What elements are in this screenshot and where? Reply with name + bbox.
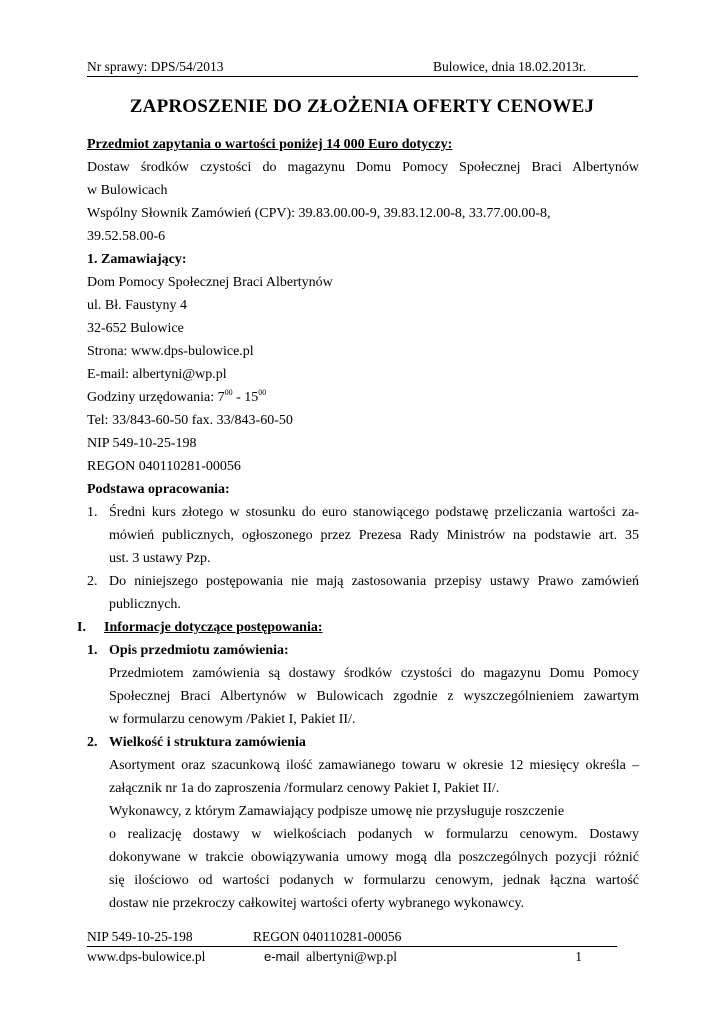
footer-nip: NIP 549-10-25-198 bbox=[87, 929, 193, 944]
subsection-title: Wielkość i struktura zamówienia bbox=[109, 735, 306, 750]
basis-item bbox=[87, 501, 639, 570]
footer-website: www.dps-bulowice.pl bbox=[87, 949, 206, 964]
subject-line: Dostaw środków czystości do magazynu Domu Pomocy Społecznej Braci Albertynów bbox=[87, 160, 639, 175]
subsection-heading bbox=[87, 731, 639, 754]
cpv-line: 39.52.58.00-6 bbox=[87, 229, 166, 244]
cpv-line: Wspólny Słownik Zamówień (CPV): 39.83.00.00-9, 39.83.12.00-8, 33.77.00.00-8, bbox=[87, 206, 551, 221]
contracting-website: Strona: www.dps-bulowice.pl bbox=[87, 344, 254, 359]
paragraph-line: dokonywane w trakcie obowiązywania umowy mogą dla poszczególnych pozycji różnić bbox=[109, 850, 639, 865]
subsection-body bbox=[87, 662, 639, 731]
hours-label: Godziny urzędowania: 7 bbox=[87, 390, 225, 405]
paragraph-line: o realizację dostawy w wielkościach podanych w formularzu cenowym. Dostawy bbox=[109, 827, 639, 842]
hours-sep: - 15 bbox=[232, 390, 259, 405]
contracting-phone: Tel: 33/843-60-50 fax. 33/843-60-50 bbox=[87, 413, 293, 428]
paragraph-line: dostaw nie przekroczy całkowitej wartości oferty wybranego wykonawcy. bbox=[109, 896, 525, 911]
hours-from-sup: 00 bbox=[224, 388, 233, 397]
contracting-name: Dom Pomocy Społecznej Braci Albertynów bbox=[87, 275, 333, 290]
section-title: Informacje dotyczące postępowania: bbox=[104, 620, 323, 635]
paragraph-line: w formularzu cenowym /Pakiet I, Pakiet II/. bbox=[109, 712, 356, 727]
basis-text: Do niniejszego postępowania nie mają zastosowania przepisy ustawy Prawo zamówień bbox=[109, 574, 639, 589]
office-hours bbox=[87, 386, 639, 409]
hours-to-sup: 00 bbox=[258, 388, 267, 397]
basis-text: ust. 3 ustawy Pzp. bbox=[109, 551, 211, 566]
basis-text: publicznych. bbox=[109, 597, 181, 612]
contracting-nip: NIP 549-10-25-198 bbox=[87, 436, 197, 451]
basis-heading: Podstawa opracowania: bbox=[87, 482, 230, 497]
paragraph-line: się ilościowo od wartości podanych w formularzu cenowym, jednak łączna wartość bbox=[109, 873, 639, 888]
contracting-email: E-mail: albertyni@wp.pl bbox=[87, 367, 227, 382]
footer-regon: REGON 040110281-00056 bbox=[253, 929, 402, 944]
contracting-city: 32-652 Bulowice bbox=[87, 321, 184, 336]
case-number: Nr sprawy: DPS/54/2013 bbox=[87, 59, 224, 74]
footer-email-label: e-mail bbox=[264, 949, 300, 964]
subject-heading: Przedmiot zapytania o wartości poniżej 14 000 Euro dotyczy: bbox=[87, 137, 453, 152]
paragraph-line: Asortyment oraz szacunkową ilość zamawianego towaru w okresie 12 miesięcy określa – bbox=[109, 758, 639, 773]
paragraph-line: Przedmiotem zamówienia są dostawy środków czystości do magazynu Domu Pomocy bbox=[109, 666, 639, 681]
list-number: 1. bbox=[87, 505, 98, 520]
section-number: I. bbox=[77, 620, 86, 635]
subsection-number: 2. bbox=[87, 735, 98, 750]
subsection-title: Opis przedmiotu zamówienia: bbox=[109, 643, 289, 658]
paragraph-line: załącznik nr 1a do zaproszenia /formularz cenowy Pakiet I, Pakiet II/. bbox=[109, 781, 500, 796]
subject-line: w Bulowicach bbox=[87, 183, 168, 198]
paragraph-line: Społecznej Braci Albertynów w Bulowicach zgodnie z wyszczególnieniem zawartym bbox=[109, 689, 639, 704]
subsection-number: 1. bbox=[87, 643, 98, 658]
contracting-regon: REGON 040110281-00056 bbox=[87, 459, 241, 474]
list-number: 2. bbox=[87, 574, 98, 589]
subsection-heading bbox=[87, 639, 639, 662]
basis-item bbox=[87, 570, 639, 616]
paragraph-line: Wykonawcy, z którym Zamawiający podpisze umowę nie przysługuje roszczenie bbox=[109, 804, 565, 819]
subsection-body bbox=[87, 754, 639, 915]
document-title: ZAPROSZENIE DO ZŁOŻENIA OFERTY CENOWEJ bbox=[129, 96, 595, 117]
page-header bbox=[87, 58, 638, 77]
footer-row-1 bbox=[87, 928, 617, 947]
section-heading bbox=[77, 616, 639, 639]
basis-text: mówień publicznych, ogłoszonego przez Prezesa Rady Ministrów na podstawie art. 35 bbox=[109, 528, 639, 543]
document-body bbox=[77, 133, 639, 915]
contracting-heading: 1. Zamawiający: bbox=[87, 252, 187, 267]
place-date: Bulowice, dnia 18.02.2013r. bbox=[433, 59, 586, 74]
footer-row-2 bbox=[87, 947, 617, 967]
footer-email: albertyni@wp.pl bbox=[306, 949, 397, 964]
basis-text: Średni kurs złotego w stosunku do euro stanowiącego podstawę przeliczania wartości za- bbox=[109, 505, 639, 520]
page-number: 1 bbox=[575, 949, 582, 964]
footer-email-block bbox=[264, 947, 397, 967]
contracting-street: ul. Bł. Faustyny 4 bbox=[87, 298, 187, 313]
